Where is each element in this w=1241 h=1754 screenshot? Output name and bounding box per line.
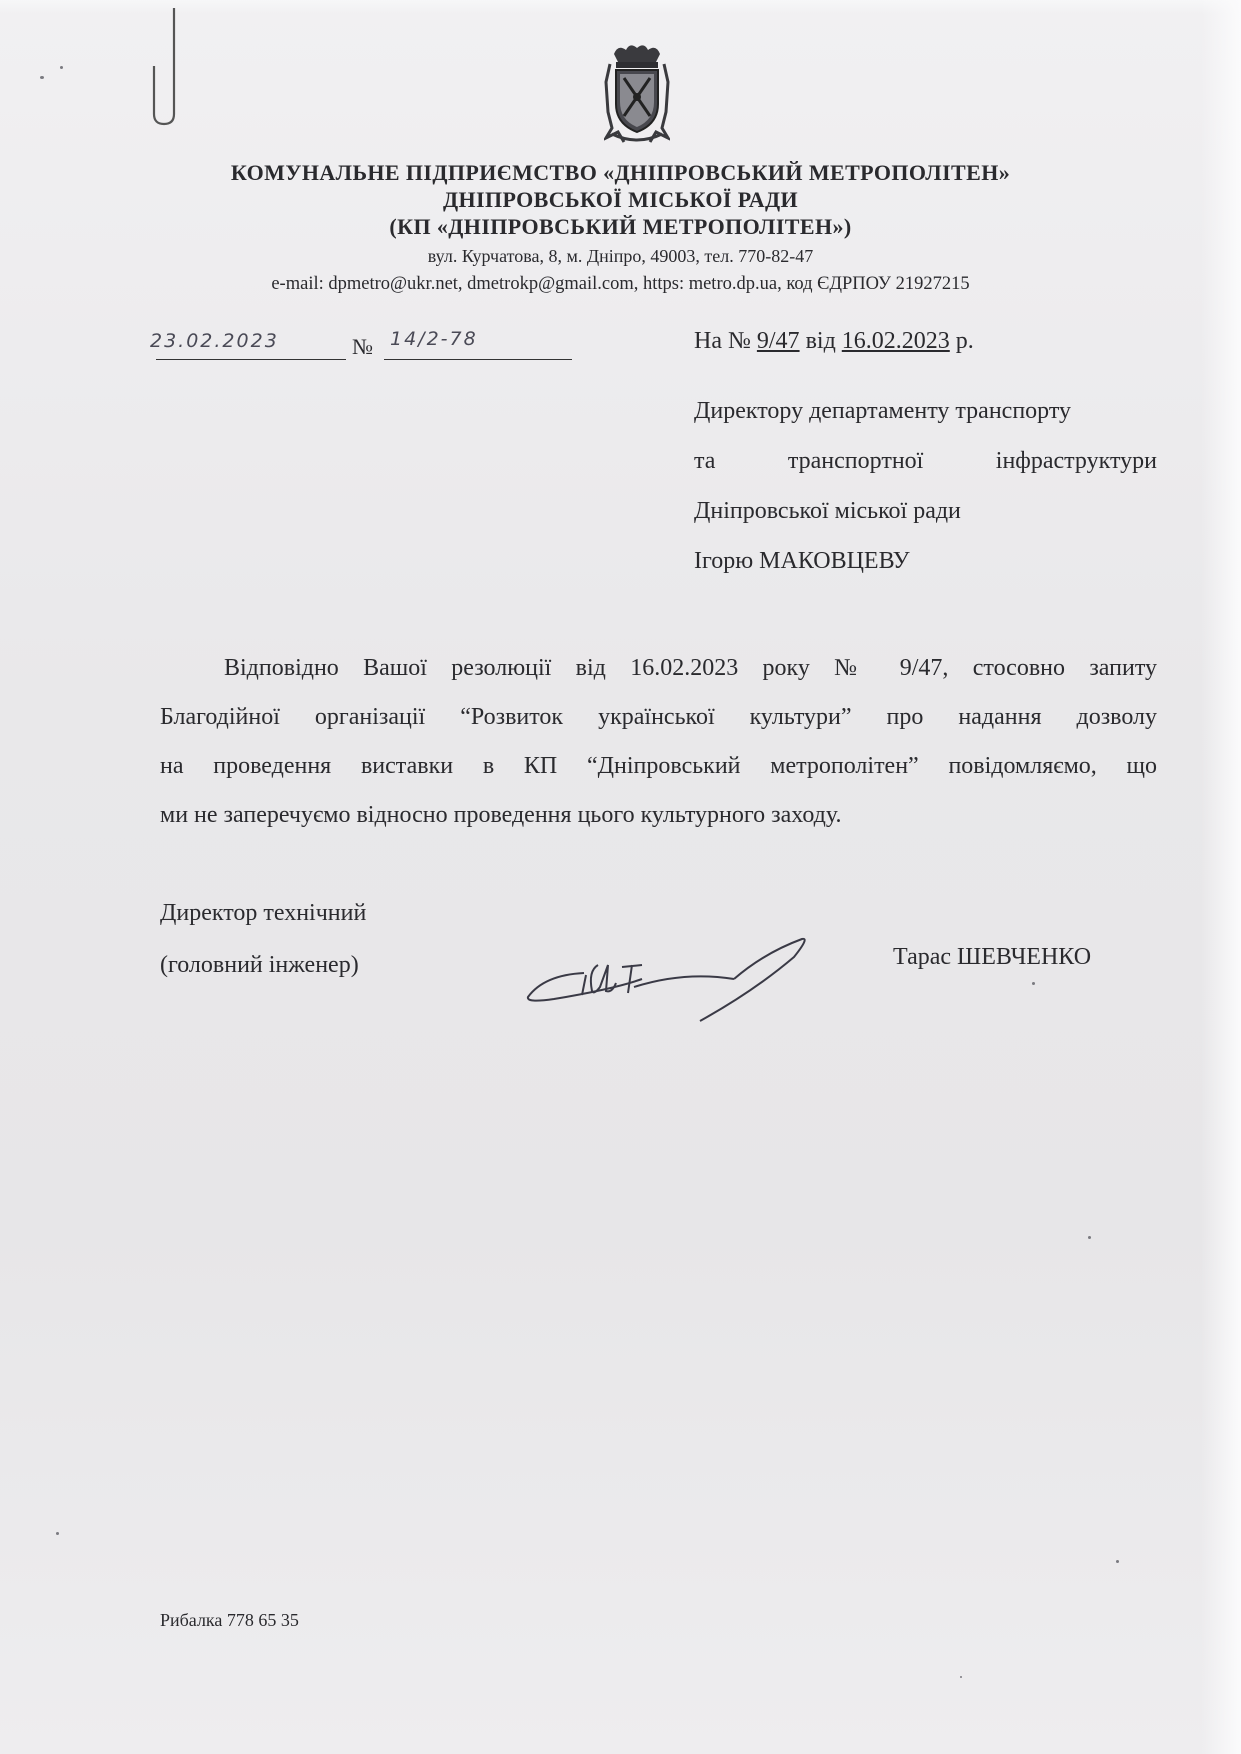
outgoing-date-handwritten: 23.02.2023	[150, 330, 279, 352]
dnipro-coat-of-arms-icon	[604, 42, 670, 146]
org-address: вул. Курчатова, 8, м. Дніпро, 49003, тел. 770-82-47	[427, 246, 814, 266]
handwritten-signature	[524, 935, 814, 1025]
body-line-2: Благодійної організації “Розвиток української культури” про надання дозволу	[160, 704, 1157, 730]
signatory-title-line-2: (головний інженер)	[160, 952, 359, 978]
outgoing-number-sign: №	[352, 334, 373, 359]
outgoing-number-rule	[384, 359, 572, 360]
scan-speck	[960, 1676, 962, 1678]
org-name-line-1: КОМУНАЛЬНЕ ПІДПРИЄМСТВО «ДНІПРОВСЬКИЙ МЕТРОПОЛІТЕН»	[230, 160, 1011, 185]
addressee-line-3: Дніпровської міської ради	[694, 498, 961, 524]
org-name-line-2: ДНІПРОВСЬКОЇ МІСЬКОЇ РАДИ	[442, 187, 799, 212]
outgoing-date-rule	[156, 359, 346, 360]
reference-number: 9/47	[756, 328, 800, 354]
body-line-1: Відповідно Вашої резолюції від 16.02.2023 року № 9/47, стосовно запиту	[224, 655, 1157, 681]
reference-prefix: На №	[694, 328, 751, 354]
org-contacts: e-mail: dpmetro@ukr.net, dmetrokp@gmail.com, https: metro.dp.ua, код ЄДРПОУ 21927215	[271, 274, 970, 294]
addressee-name: Ігорю МАКОВЦЕВУ	[694, 548, 910, 574]
scan-speck	[56, 1532, 59, 1535]
addressee-word: інфраструктури	[995, 448, 1157, 474]
addressee-word: транспортної	[787, 448, 924, 474]
scan-speck	[1088, 1236, 1091, 1239]
addressee-line-2	[694, 448, 1157, 475]
scan-speck	[40, 76, 44, 79]
body-line-3: на проведення виставки в КП “Дніпровський метрополітен” повідомляємо, що	[160, 753, 1157, 779]
reference-date: 16.02.2023	[841, 328, 950, 354]
signatory-name: Тарас ШЕВЧЕНКО	[893, 944, 1092, 970]
addressee-word: та	[694, 448, 716, 474]
signatory-title-line-1: Директор технічний	[160, 900, 367, 926]
body-line-4: ми не заперечуємо відносно проведення цього культурного заходу.	[160, 802, 842, 828]
addressee-line-1: Директору департаменту транспорту	[694, 398, 1072, 424]
scan-speck	[1116, 1560, 1119, 1563]
reference-suffix: р.	[955, 328, 974, 354]
executor-contact: Рибалка 778 65 35	[160, 1610, 299, 1630]
reference-line	[694, 328, 974, 355]
scan-speck	[60, 66, 63, 69]
outgoing-number-handwritten: 14/2-78	[390, 328, 478, 350]
paper-clip-icon	[150, 6, 190, 126]
reference-from: від	[805, 328, 836, 354]
org-short-name: (КП «ДНІПРОВСЬКИЙ МЕТРОПОЛІТЕН»)	[389, 214, 852, 239]
scan-speck	[1032, 982, 1035, 985]
